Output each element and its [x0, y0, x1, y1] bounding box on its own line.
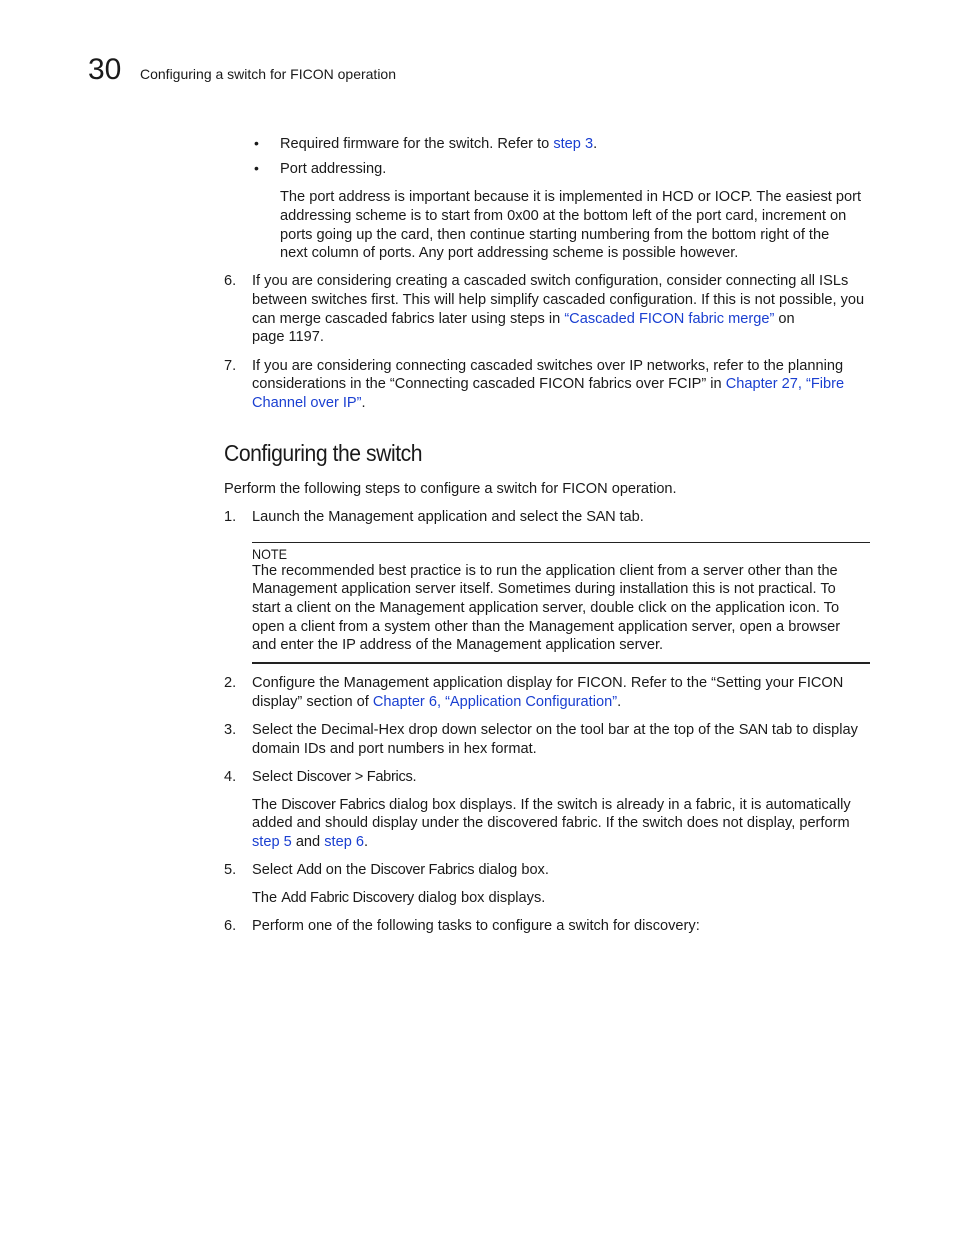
discover-fabrics-menu-ref: Discover > Fabrics	[296, 769, 413, 785]
step4-text: dialog box displays. If the switch is already in a fabric, it is automatically	[385, 797, 851, 813]
step-number: 2.	[224, 675, 237, 691]
port-address-line: addressing scheme is to start from 0x00 at the bottom left of the port card, increment on	[280, 208, 847, 224]
step6-line: If you are considering creating a cascaded switch configuration, consider connecting all ISLs	[252, 273, 849, 289]
chapter-27-link[interactable]: Chapter 27, “Fibre	[725, 376, 845, 392]
step5-text: on the	[321, 862, 371, 878]
step1-text: tab.	[615, 509, 644, 525]
step-5-link[interactable]: step 5	[252, 834, 292, 850]
step6-line	[252, 310, 795, 329]
discover-fabrics-dialog-ref: Discover Fabrics	[370, 862, 475, 878]
step-6-link[interactable]: step 6	[324, 834, 364, 850]
step4-text: .	[364, 834, 369, 850]
step-number: 7.	[224, 358, 237, 374]
note-line: Management application server itself. Sometimes during installation this is not practical. To	[252, 581, 836, 597]
cascaded-ficon-fabric-merge-link[interactable]: “Cascaded FICON fabric merge”	[564, 311, 775, 327]
add-fabric-discovery-dialog-ref: Add Fabric Discovery	[281, 890, 414, 906]
note-label: NOTE	[252, 546, 288, 562]
step-number: 6.	[224, 918, 237, 934]
step3-text: tab to display	[767, 722, 858, 738]
step4-text: and	[291, 834, 325, 850]
step4-line	[252, 768, 417, 787]
port-address-line: ports going up the card, then continue starting numbering from the bottom right of the	[280, 227, 830, 243]
bullet-firmware-suffix: .	[593, 136, 598, 152]
step4-text: The	[252, 797, 282, 813]
step2-text: .	[617, 694, 622, 710]
san-tab-ref: SAN	[586, 509, 616, 525]
bullet-port-addressing: Port addressing.	[280, 161, 387, 177]
step6-text: on	[774, 311, 795, 327]
step7-text: .	[361, 395, 366, 411]
discover-fabrics-dialog-ref: Discover Fabrics	[281, 797, 386, 813]
step5-line	[252, 861, 549, 880]
section-intro: Perform the following steps to configure a switch for FICON operation.	[224, 481, 677, 497]
step4-text: Select	[252, 769, 297, 785]
section-heading: Configuring the switch	[224, 440, 423, 466]
step-number: 3.	[224, 722, 237, 738]
step1-line	[252, 508, 644, 527]
step-number: 5.	[224, 862, 237, 878]
step5-text: dialog box displays.	[413, 890, 546, 906]
step5-text: Select	[252, 862, 297, 878]
bullet-dot: •	[254, 135, 259, 151]
step7-line	[252, 394, 366, 413]
note-line: The recommended best practice is to run the application client from a server other than the	[252, 563, 838, 579]
note-line: open a client from a system other than the Management application server, open a browser	[252, 619, 841, 635]
step4-para-line	[252, 796, 851, 815]
step4-para-line: added and should display under the discovered fabric. If the switch does not display, perform	[252, 815, 850, 831]
bullet-firmware-text: Required firmware for the switch. Refer to	[280, 136, 554, 152]
step4-text: .	[412, 769, 417, 785]
step2-text: display” section of	[252, 694, 373, 710]
step1-text: Launch the Management application and select the	[252, 509, 587, 525]
step-number: 1.	[224, 509, 237, 525]
port-address-line: next column of ports. Any port addressing scheme is possible however.	[280, 245, 739, 261]
step6-bottom-line: Perform one of the following tasks to configure a switch for discovery:	[252, 918, 700, 934]
step3-line: domain IDs and port numbers in hex format.	[252, 741, 537, 757]
step5-para-line	[252, 889, 545, 908]
add-button-ref: Add	[296, 862, 322, 878]
chapter-27-link-cont[interactable]: Channel over IP”	[252, 395, 362, 411]
step6-line: between switches first. This will help simplify cascaded configuration. If this is not possible, you	[252, 292, 865, 308]
chapter-6-link[interactable]: Chapter 6, “Application Configuration”	[372, 694, 618, 710]
step7-line: If you are considering connecting cascaded switches over IP networks, refer to the planning	[252, 358, 844, 374]
san-tab-ref: SAN	[738, 722, 768, 738]
step5-text: dialog box.	[474, 862, 549, 878]
step6-line: page 1197.	[252, 329, 324, 345]
step3-text: Select the Decimal-Hex drop down selector on the tool bar at the top of the	[252, 722, 739, 738]
note-line: start a client on the Management application server, double click on the application icon. To	[252, 600, 840, 616]
step3-line	[252, 721, 858, 740]
step5-text: The	[252, 890, 282, 906]
step7-line	[252, 375, 844, 394]
port-address-line: The port address is important because it is implemented in HCD or IOCP. The easiest port	[280, 189, 862, 205]
chapter-number: 30	[88, 53, 122, 86]
step2-line	[252, 693, 621, 712]
step6-text: can merge cascaded fabrics later using steps in	[252, 311, 565, 327]
step7-text: considerations in the “Connecting cascaded FICON fabrics over FCIP” in	[252, 376, 726, 392]
running-title: Configuring a switch for FICON operation	[140, 66, 396, 82]
step-number: 6.	[224, 273, 237, 289]
step2-line: Configure the Management application display for FICON. Refer to the “Setting your FICON	[252, 675, 844, 691]
step-number: 4.	[224, 769, 237, 785]
step-3-link[interactable]: step 3	[553, 136, 594, 152]
note-line: and enter the IP address of the Management application server.	[252, 637, 664, 653]
bullet-firmware	[280, 135, 597, 154]
bullet-dot: •	[254, 160, 259, 176]
step4-para-line	[252, 833, 368, 852]
